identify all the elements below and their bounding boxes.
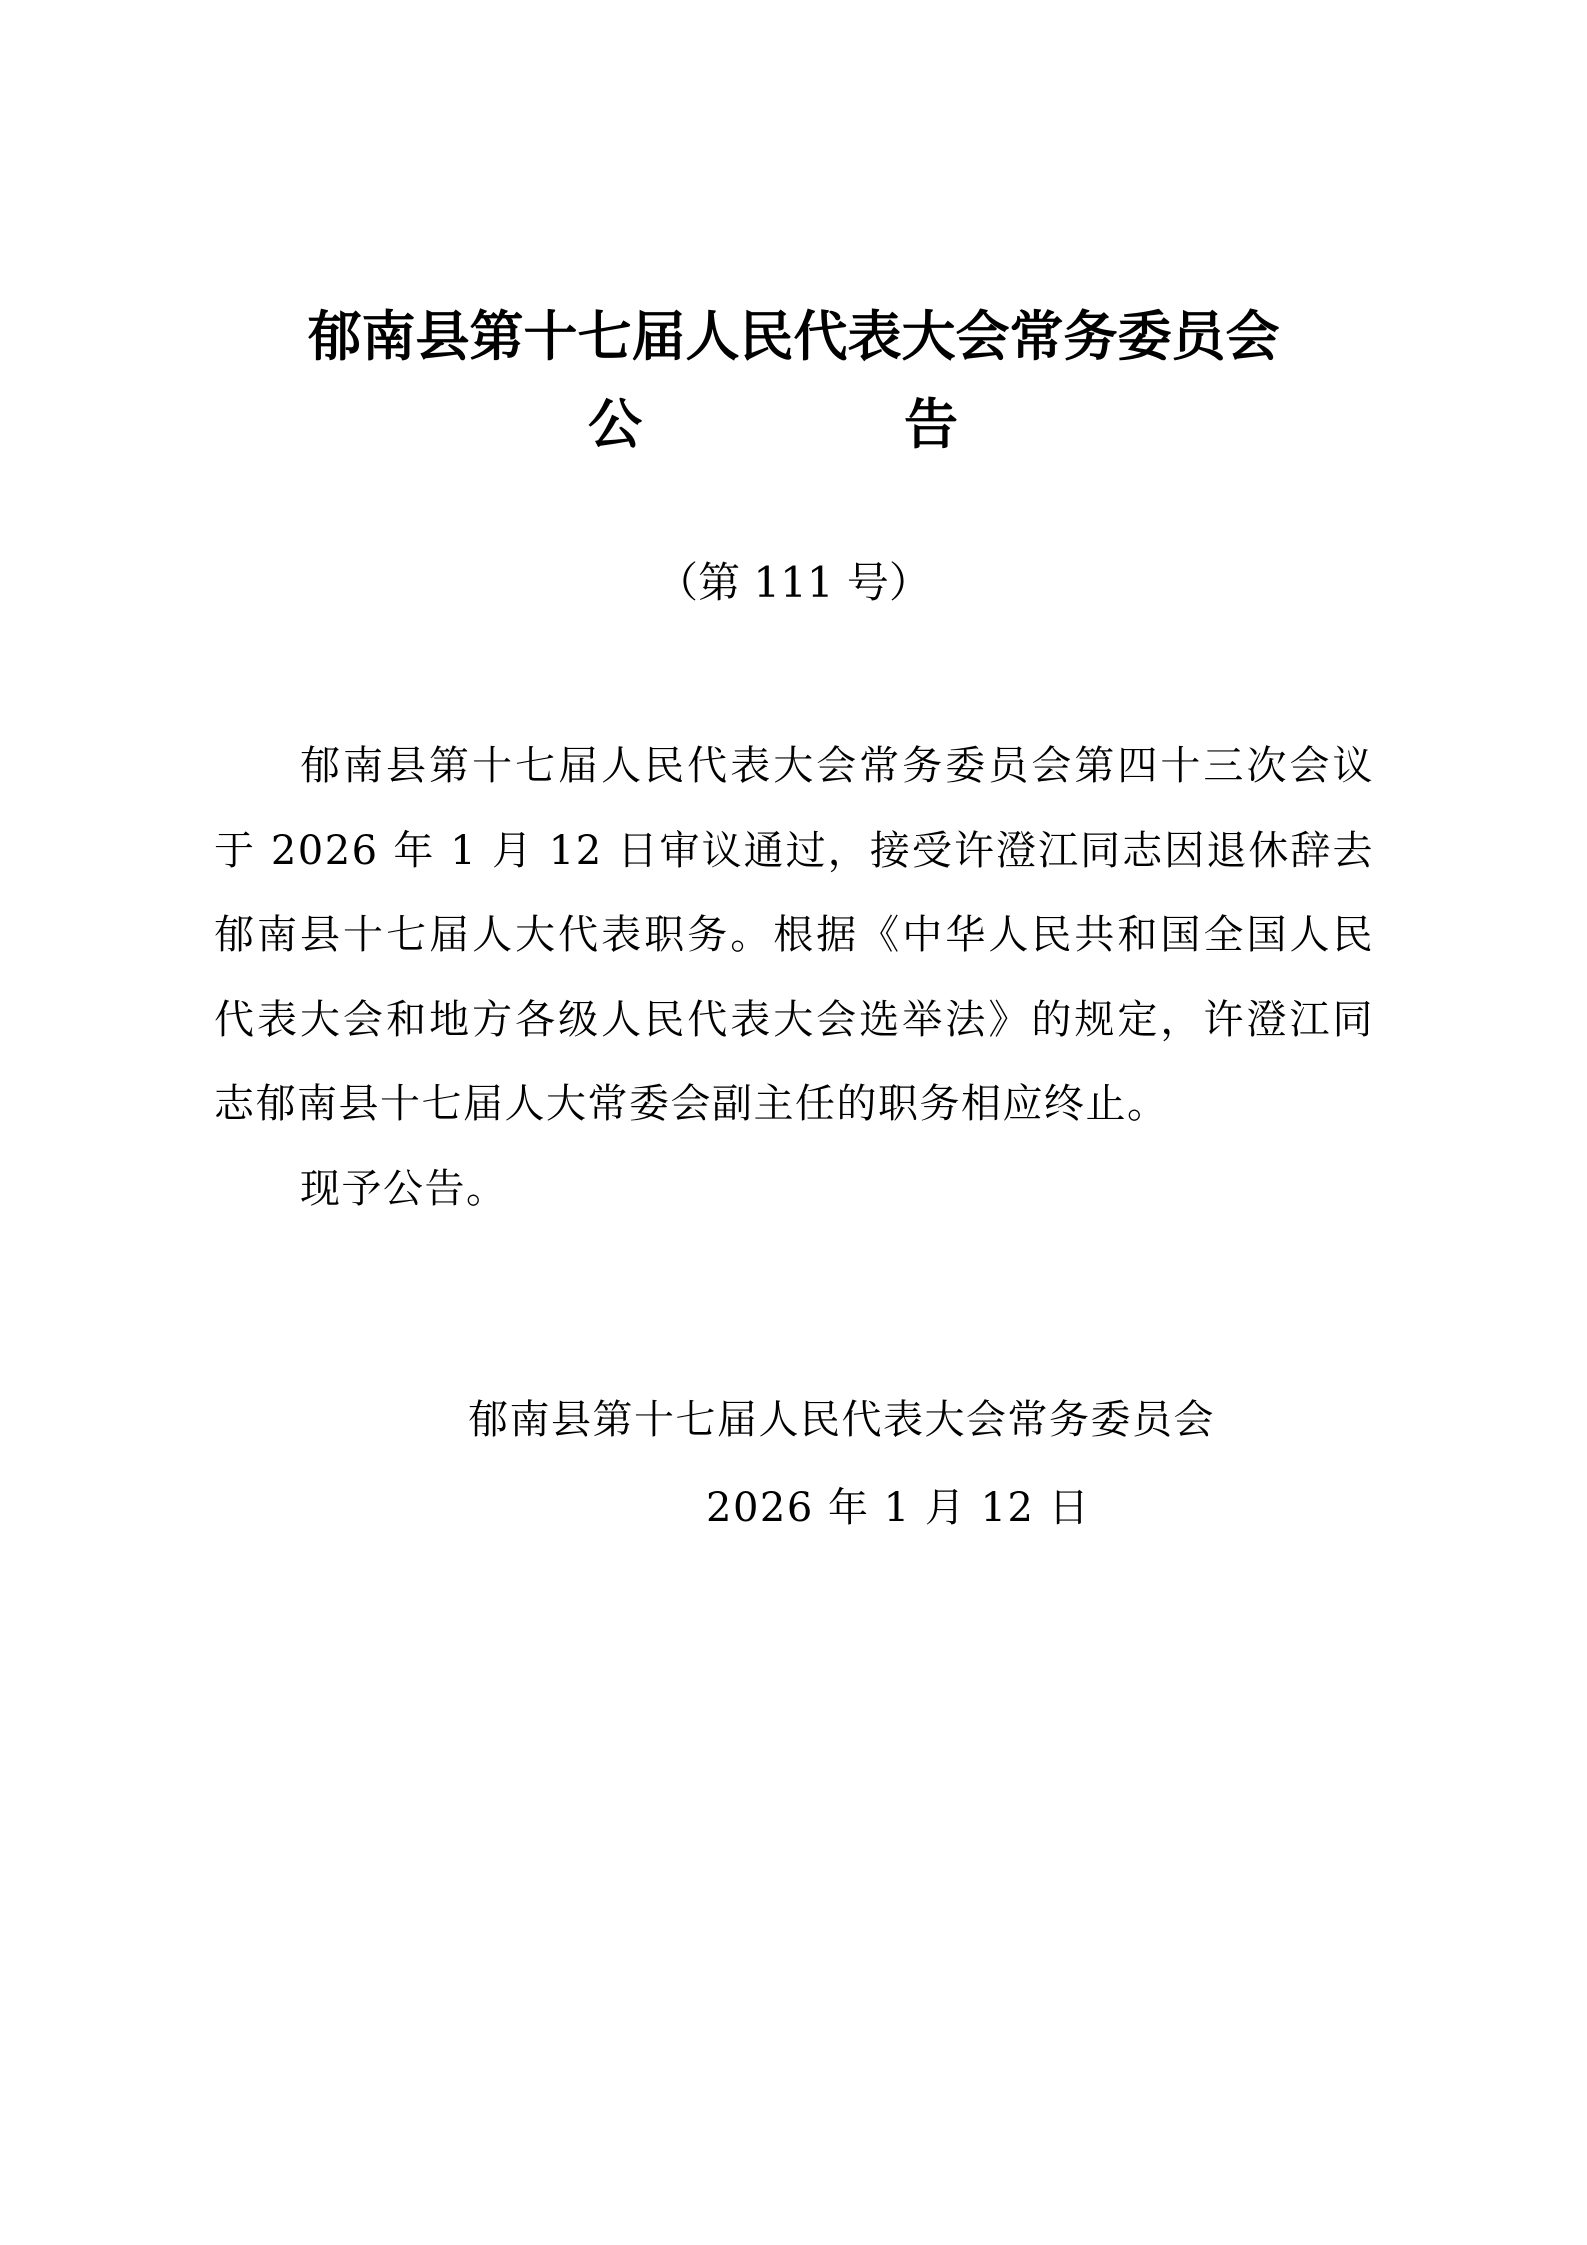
body-closing: 现予公告。 [300,1165,508,1212]
document-number: （第 111 号） [656,558,931,607]
body-paragraph: 郁南县第十七届人民代表大会常务委员会第四十三次会议于 2026 年 1 月 12 日审议通过，接受许澄江同志因退休辞去郁南县十七届人大代表职务。根据《中华人民共和国全国人民代表大会和地方各级人民代表大会选举法》的规定，许澄江同志郁南县十七届人大常委会副主任的职务相应终止。 [214,743,1374,1127]
signature-organization: 郁南县第十七届人民代表大会常务委员会 [468,1397,1215,1443]
heading-char-gong: 公 [588,393,642,456]
document-type-heading [588,393,958,456]
heading-char-gao: 告 [904,393,958,456]
document-title: 郁南县第十七届人民代表大会常务委员会 [307,305,1280,368]
signature-date: 2026 年 1 月 12 日 [706,1485,1091,1531]
document-body [214,724,1374,1231]
